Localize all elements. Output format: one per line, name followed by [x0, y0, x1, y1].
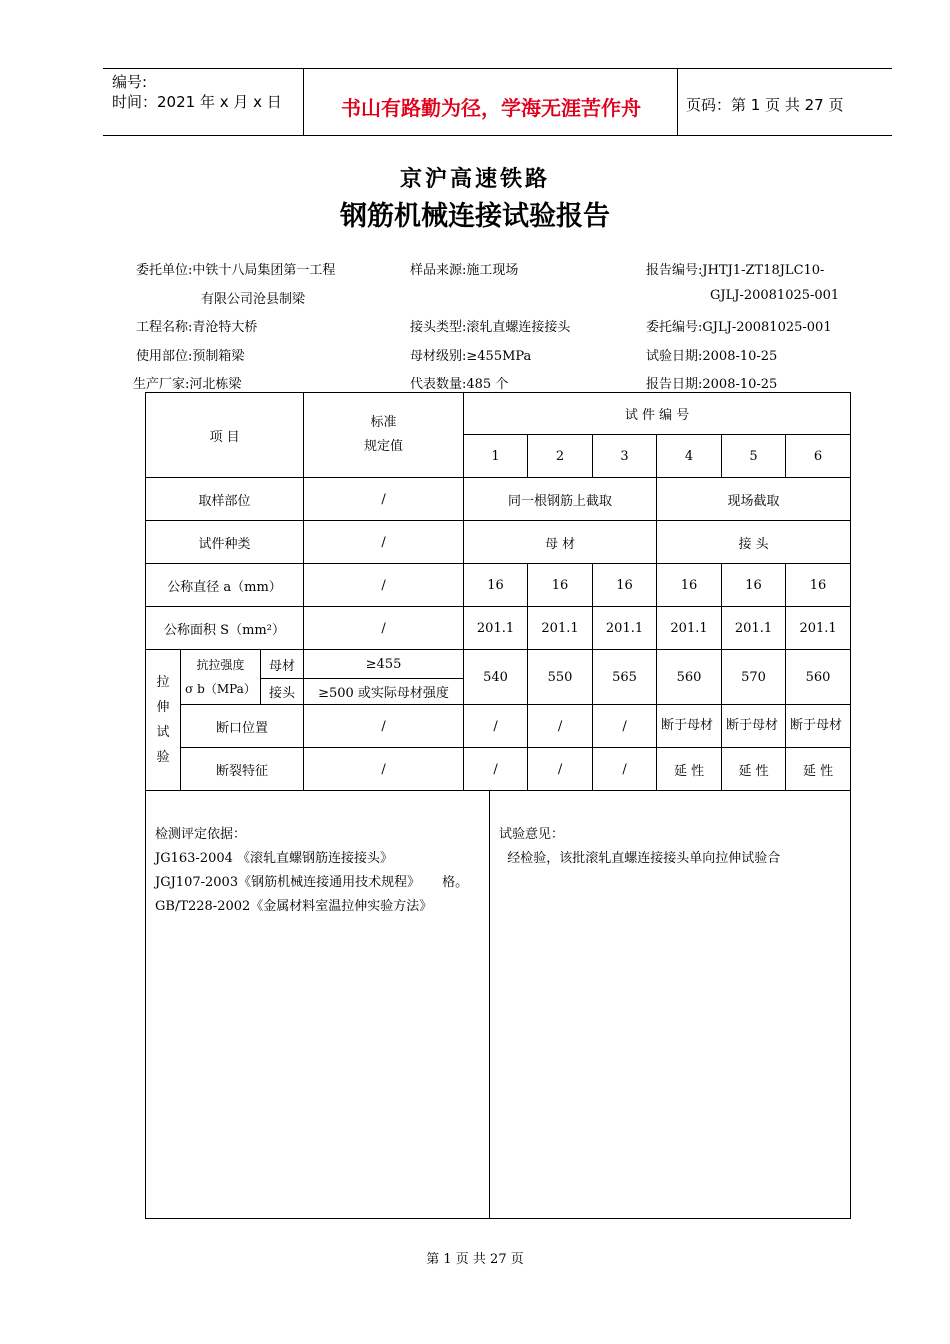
tensile-char: 验	[156, 750, 170, 765]
tensile-char: 伸	[156, 700, 170, 715]
specimen-header: 试 件 编 号	[464, 393, 851, 435]
diameter-std: /	[304, 564, 464, 607]
fracture-pos-value: 断于母材	[657, 705, 722, 748]
std-header	[304, 393, 464, 478]
area-value: 201.1	[657, 607, 722, 650]
fracture-char-value: /	[464, 748, 528, 791]
joint-type-field: 接头类型:滚轧直螺连接接头	[410, 320, 571, 335]
item-header: 项 目	[146, 393, 304, 478]
sampling-group2: 现场截取	[657, 478, 851, 521]
basis-section	[155, 823, 468, 919]
basis-line: GB/T228-2002《金属材料室温拉伸实验方法》	[155, 899, 433, 914]
area-label: 公称面积 S（mm²）	[146, 607, 304, 650]
specimen-no: 5	[722, 435, 786, 478]
area-value: 201.1	[722, 607, 786, 650]
strength-value: 565	[593, 650, 657, 705]
strength-value: 560	[786, 650, 851, 705]
strength-value: 540	[464, 650, 528, 705]
strength-label-line1: 抗拉强度	[196, 658, 245, 672]
fracture-char-value: /	[593, 748, 657, 791]
report-title-line2: 钢筋机械连接试验报告	[340, 201, 610, 232]
fracture-pos-value: 断于母材	[786, 705, 851, 748]
opinion-tail: 格。	[442, 875, 469, 890]
joint-label: 接头	[261, 679, 304, 705]
strength-label	[181, 650, 261, 705]
fracture-pos-value: /	[464, 705, 528, 748]
page-footer: 第 1 页 共 27 页	[426, 1252, 524, 1267]
remarks-box	[145, 791, 851, 1219]
strength-value: 560	[657, 650, 722, 705]
fracture-char-label: 断裂特征	[181, 748, 304, 791]
kind-std: /	[304, 521, 464, 564]
commission-no-field: 委托编号:GJLJ-20081025-001	[646, 320, 832, 335]
opinion-title: 试验意见：	[499, 827, 565, 842]
fracture-char-value: 延 性	[722, 748, 786, 791]
joint-std: ≥500 或实际母材强度	[304, 679, 464, 705]
base-label: 母材	[261, 650, 304, 679]
diameter-value: 16	[722, 564, 786, 607]
kind-group1: 母 材	[464, 521, 657, 564]
fracture-char-value: /	[528, 748, 593, 791]
header-meta	[112, 72, 282, 112]
opinion-text: 经检验，该批滚轧直螺连接接头单向拉伸试验合	[499, 851, 781, 866]
client-field: 委托单位:中铁十八局集团第一工程	[136, 263, 336, 278]
kind-group2: 接 头	[657, 521, 851, 564]
area-std: /	[304, 607, 464, 650]
report-no-field: 报告编号:JHTJ1-ZT18JLC10-	[646, 263, 825, 278]
sampling-group1: 同一根钢筋上截取	[464, 478, 657, 521]
fracture-char-value: 延 性	[657, 748, 722, 791]
strength-label-line2: σ b（MPa）	[185, 682, 256, 696]
fracture-char-value: 延 性	[786, 748, 851, 791]
client-field-cont: 有限公司沧县制梁	[201, 292, 306, 307]
sampling-std: /	[304, 478, 464, 521]
specimen-no: 1	[464, 435, 528, 478]
area-value: 201.1	[464, 607, 528, 650]
test-date-field: 试验日期:2008-10-25	[646, 349, 778, 364]
base-grade-field: 母材级别:≥455MPa	[410, 349, 532, 364]
specimen-no: 3	[593, 435, 657, 478]
report-title-line1: 京沪高速铁路	[399, 167, 550, 192]
fracture-pos-value: /	[528, 705, 593, 748]
strength-value: 570	[722, 650, 786, 705]
std-header-line2: 规定值	[364, 439, 404, 454]
header-top-rule	[103, 68, 892, 69]
area-value: 201.1	[528, 607, 593, 650]
basis-line: JG163-2004 《滚轧直螺钢筋连接接头》	[155, 851, 394, 866]
kind-label: 试件种类	[146, 521, 304, 564]
basis-line-text: JGJ107-2003《钢筋机械连接通用技术规程》	[155, 875, 421, 890]
diameter-value: 16	[657, 564, 722, 607]
header-bottom-rule	[103, 135, 892, 136]
fracture-pos-value: 断于母材	[722, 705, 786, 748]
report-no-field-cont: GJLJ-20081025-001	[710, 288, 840, 303]
basis-line	[155, 871, 468, 895]
diameter-value: 16	[593, 564, 657, 607]
project-field: 工程名称:青沧特大桥	[136, 320, 258, 335]
area-value: 201.1	[593, 607, 657, 650]
diameter-value: 16	[786, 564, 851, 607]
manufacturer-field: 生产厂家:河北栋梁	[133, 377, 242, 392]
specimen-no: 6	[786, 435, 851, 478]
tensile-char: 试	[156, 725, 170, 740]
test-results-table	[145, 392, 851, 791]
std-header-line1: 标准	[370, 415, 397, 430]
fracture-pos-label: 断口位置	[181, 705, 304, 748]
strength-value: 550	[528, 650, 593, 705]
opinion-section	[499, 823, 780, 871]
fracture-pos-value: /	[593, 705, 657, 748]
diameter-label: 公称直径 a（mm）	[146, 564, 304, 607]
sampling-label: 取样部位	[146, 478, 304, 521]
diameter-value: 16	[528, 564, 593, 607]
code-label: 编号:	[112, 73, 148, 91]
area-value: 201.1	[786, 607, 851, 650]
usage-field: 使用部位:预制箱梁	[136, 349, 245, 364]
quantity-field: 代表数量:485 个	[410, 377, 509, 392]
tensile-char: 拉	[156, 675, 170, 690]
time-label: 时间：2021 年 x 月 x 日	[112, 93, 282, 111]
fracture-char-std: /	[304, 748, 464, 791]
page-indicator: 页码：第 1 页 共 27 页	[686, 96, 844, 114]
specimen-no: 2	[528, 435, 593, 478]
header-divider-right	[677, 68, 678, 136]
specimen-no: 4	[657, 435, 722, 478]
header-divider-left	[303, 68, 304, 136]
report-date-field: 报告日期:2008-10-25	[646, 377, 778, 392]
basis-title: 检测评定依据：	[155, 827, 247, 842]
tensile-group-label	[146, 650, 181, 791]
fracture-pos-std: /	[304, 705, 464, 748]
remarks-divider	[489, 791, 490, 1218]
diameter-value: 16	[464, 564, 528, 607]
base-std: ≥455	[304, 650, 464, 679]
motto: 书山有路勤为径，学海无涯苦作舟	[341, 96, 641, 120]
sample-source-field: 样品来源:施工现场	[410, 263, 519, 278]
